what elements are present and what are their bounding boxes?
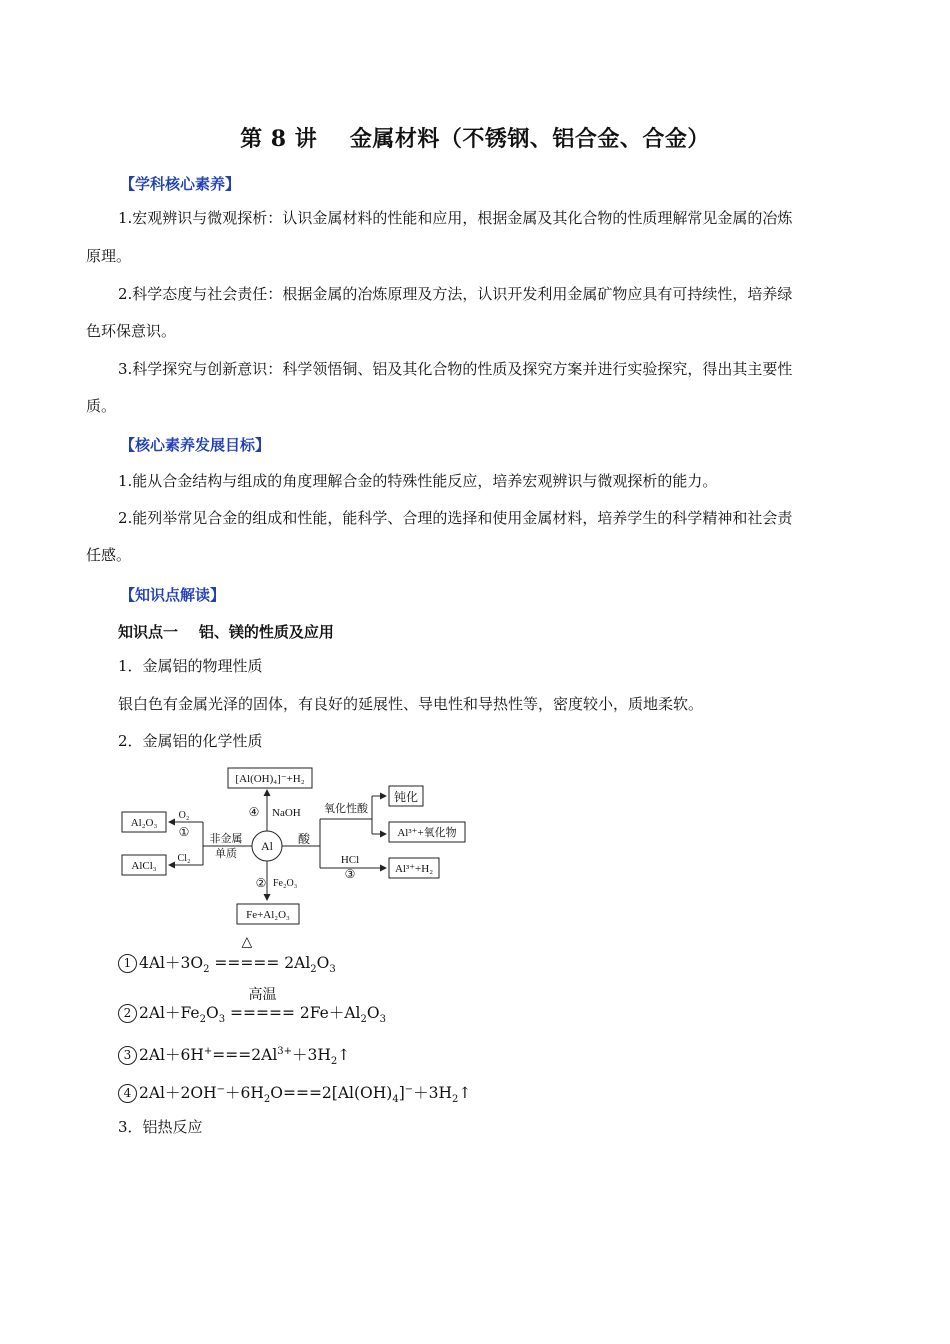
- paragraph-1-line-2: 原理。: [86, 247, 132, 265]
- section-heading-core-literacy: 【学科核心素养】: [120, 175, 241, 193]
- equation-4-part-d: ]: [398, 1084, 405, 1102]
- diagram-left-box-1: Al₂O₃: [130, 817, 158, 829]
- diagram-left-num: ①: [178, 825, 190, 839]
- diagram-top-label: NaOH: [272, 807, 301, 819]
- paragraph-3-line-2: 质。: [86, 397, 117, 415]
- equation-2-arrow: 高温 =====: [230, 1004, 295, 1022]
- item-3-heading: 3．铝热反应: [118, 1118, 203, 1136]
- diagram-left-mid-1: 非金属: [209, 833, 243, 845]
- diagram-bottom-box: Fe+Al₂O₃: [246, 909, 290, 921]
- paragraph-2-line-2: 色环保意识。: [86, 322, 177, 340]
- diagram-left-box-2: AlCl₃: [131, 860, 157, 872]
- equation-2-right: 2Fe＋Al: [299, 1004, 361, 1022]
- knowledge-point-1: 知识点一 铝、镁的性质及应用: [118, 623, 334, 641]
- diagram-right-lower-label: HCl: [340, 854, 360, 866]
- goal-2-line-2: 任感。: [86, 546, 132, 564]
- equation-4-part-e: ＋3H: [413, 1084, 453, 1102]
- equation-1-right: 2Al: [284, 954, 311, 972]
- aluminum-reaction-diagram: [118, 760, 478, 930]
- diagram-right-mid: 酸: [297, 832, 311, 846]
- diagram-top-num: ④: [248, 805, 260, 819]
- equation-4-part-a: 2Al＋2OH: [139, 1084, 217, 1102]
- item-1-text: 银白色有金属光泽的固体，有良好的延展性、导电性和导热性等，密度较小，质地柔软。: [118, 695, 704, 713]
- page-title: 第 8 讲 金属材料（不锈钢、铝合金、合金）: [240, 126, 710, 152]
- section-heading-knowledge: 【知识点解读】: [120, 586, 226, 604]
- diagram-center-label: Al: [261, 839, 273, 853]
- item-2-heading: 2．金属铝的化学性质: [118, 732, 263, 750]
- equation-3-part-a: 2Al＋6H: [139, 1046, 204, 1064]
- equation-1-arrow: △ =====: [214, 934, 280, 972]
- equation-2-condition: 高温: [248, 987, 277, 1003]
- diagram-right-upper-label: 氧化性酸: [324, 803, 368, 815]
- equation-2-left: 2Al＋Fe: [139, 1004, 200, 1022]
- diagram-left-mid-2: 单质: [215, 848, 237, 860]
- diagram-left-label-1: O₂: [178, 810, 190, 821]
- equation-4-number: 4: [118, 1084, 137, 1103]
- equation-1-left: 4Al＋3O: [139, 954, 204, 972]
- equation-3-number: 3: [118, 1046, 137, 1065]
- equation-1: 1 $4Al+3O_2$ △ ===== $2Al_2O_3$: [118, 951, 336, 975]
- diagram-left-label-2: Cl₂: [177, 853, 191, 864]
- goal-1-line-1: 1.能从合金结构与组成的角度理解合金的特殊性能反应，培养宏观辨识与微观探析的能力。: [118, 472, 718, 490]
- goal-2-line-1: 2.能列举常见合金的组成和性能，能科学、合理的选择和使用金属材料，培养学生的科学精神和社会责: [118, 509, 793, 527]
- paragraph-3-line-1: 3.科学探究与创新意识：科学领悟铜、铝及其化合物的性质及探究方案并进行实验探究，得出其主要性: [118, 360, 793, 378]
- equation-3-part-c: ＋3H: [292, 1046, 331, 1064]
- diagram-right-box-1: 钝化: [393, 790, 419, 804]
- paragraph-1-line-1: 1.宏观辨识与微观探析：认识金属材料的性能和应用，根据金属及其化合物的性质理解常见金属的冶炼: [118, 209, 793, 227]
- diagram-bottom-num: ②: [255, 876, 267, 890]
- item-1-heading: 1．金属铝的物理性质: [118, 657, 263, 675]
- section-heading-development-goals: 【核心素养发展目标】: [120, 436, 271, 454]
- equation-2-number: 2: [118, 1004, 137, 1023]
- equation-3: 3 $2Al+6H^+===2Al^{3+}+3H_2↑$: [118, 1043, 350, 1067]
- equation-1-condition: △: [241, 934, 253, 950]
- diagram-right-box-2: Al³⁺+氧化物: [397, 827, 457, 839]
- equation-4-part-b: ＋6H: [225, 1084, 264, 1102]
- diagram-right-lower-num: ③: [344, 867, 356, 881]
- diagram-right-box-3: Al³⁺+H₂: [394, 863, 434, 875]
- paragraph-2-line-1: 2.科学态度与社会责任：根据金属的冶炼原理及方法，认识开发利用金属矿物应具有可持续性，培养绿: [118, 285, 793, 303]
- diagram-top-box: [Al(OH)₄]⁻+H₂: [235, 773, 305, 785]
- equation-1-number: 1: [118, 954, 137, 973]
- equation-2: 2 $2Al+Fe_2O_3$ 高温 ===== $2Fe+Al_2O_3$: [118, 1001, 386, 1025]
- equation-4: 4 $2Al+2OH^-+6H_2O===2[Al(OH)_4]^-+3H_2↑$: [118, 1081, 471, 1105]
- diagram-bottom-label: Fe₂O₃: [273, 878, 298, 889]
- equation-4-part-c: O===2[Al(OH): [270, 1084, 393, 1102]
- equation-3-part-b: ===2Al: [212, 1046, 278, 1064]
